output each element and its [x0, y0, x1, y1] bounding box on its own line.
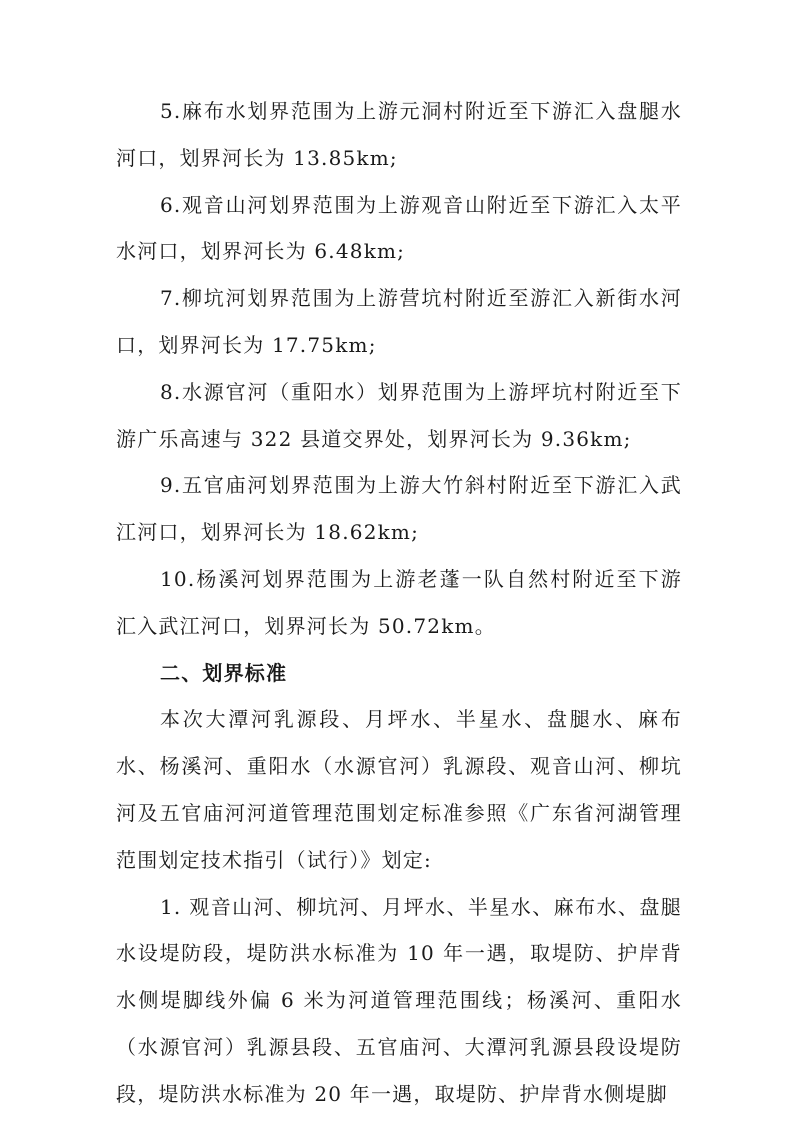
section-heading: 二、划界标准 [160, 660, 288, 685]
list-item: 7.柳坑河划界范围为上游营坑村附近至游汇入新街水河口，划界河长为 17.75km; [116, 286, 682, 357]
list-item: 10.杨溪河划界范围为上游老蓬一队自然村附近至下游汇入武江河口，划界河长为 50.72km。 [116, 566, 682, 638]
intro-paragraph: 本次大潭河乳源段、月坪水、半星水、盘腿水、麻布水、杨溪河、重阳水（水源官河）乳源段、观音山河、柳坑河及五官庙河河道管理范围划定标准参照《广东省河湖管理范围划定技术指引（试行）》划定: [116, 707, 682, 872]
list-item: 6.观音山河划界范围为上游观音山附近至下游汇入太平水河口，划界河长为 6.48km; [116, 192, 682, 264]
standard-paragraph: 1. 观音山河、柳坑河、月坪水、半星水、麻布水、盘腿水设堤防段，堤防洪水标准为 10 年一遇，取堤防、护岸背水侧堤脚线外偏 6 米为河道管理范围线；杨溪河、重阳水（水源官河）乳源县段、五官庙河、大潭河乳源县段设堤防段，堤防洪水标准为 20 年一遇，取堤防、护岸背水侧堤脚 [116, 894, 682, 1106]
list-item: 8.水源官河（重阳水）划界范围为上游坪坑村附近至下游广乐高速与 322 县道交界处，划界河长为 9.36km; [116, 379, 682, 451]
list-item: 5.麻布水划界范围为上游元洞村附近至下游汇入盘腿水河口，划界河长为 13.85km; [116, 99, 682, 170]
document-body [116, 88, 682, 1118]
list-item: 9.五官庙河划界范围为上游大竹斜村附近至下游汇入武江河口，划界河长为 18.62km; [116, 473, 682, 545]
